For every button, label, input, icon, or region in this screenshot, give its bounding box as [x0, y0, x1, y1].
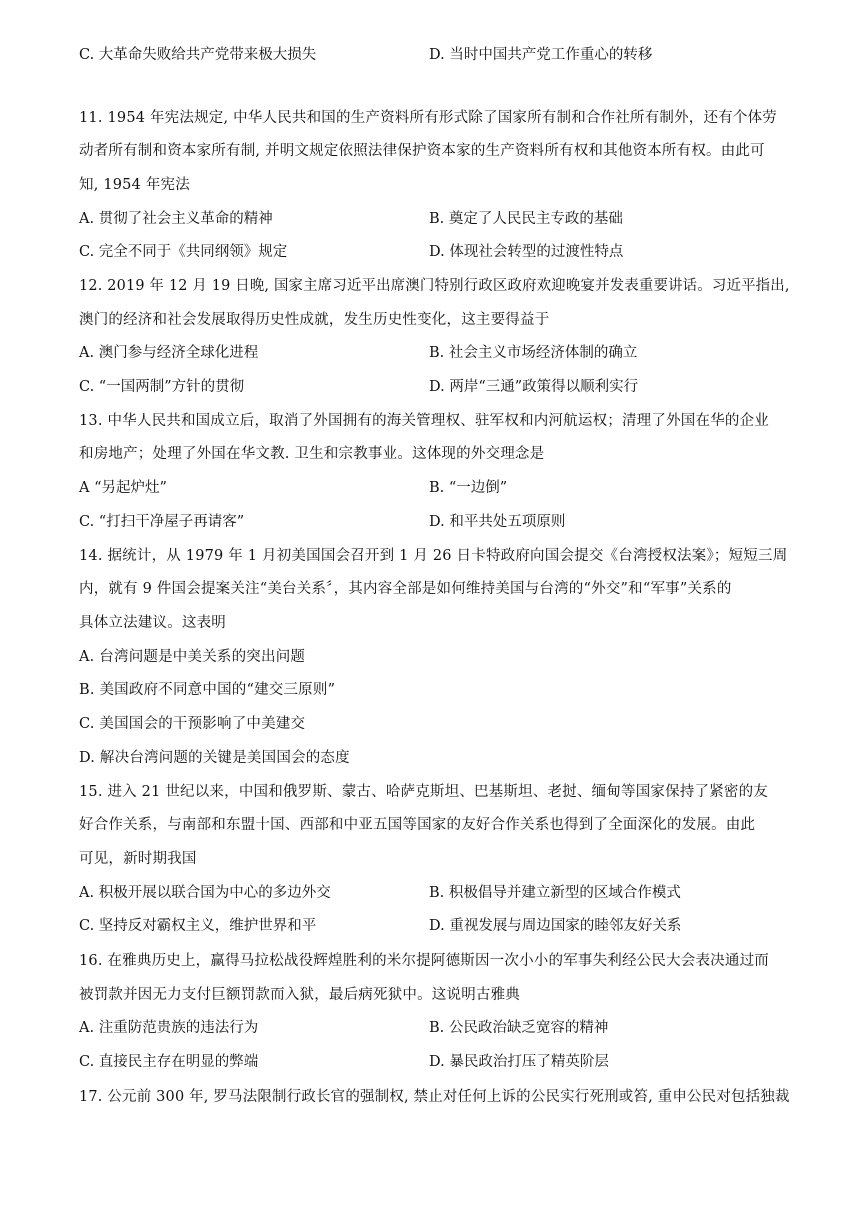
- q11-stem-line-1: 11. 1954 年宪法规定, 中华人民共和国的生产资料所有形式除了国家所有制和合作社所有制外，还有个体劳: [79, 110, 777, 126]
- q15-option-d: D. 重视发展与周边国家的睦邻友好关系: [429, 918, 682, 934]
- q15-option-c: C. 坚持反对霸权主义，维护世界和平: [79, 918, 317, 934]
- q15-option-a: A. 积极开展以联合国为中心的多边外交: [79, 885, 331, 901]
- q12-option-b: B. 社会主义市场经济体制的确立: [429, 345, 638, 361]
- q17-stem-line-1: 17. 公元前 300 年, 罗马法限制行政长官的强制权, 禁止对任何上诉的公民实行死刑或笞, 重申公民对包括独裁: [79, 1089, 790, 1105]
- q11-option-a: A. 贯彻了社会主义革命的精神: [79, 211, 273, 227]
- q10-option-d: D. 当时中国共产党工作重心的转移: [429, 47, 653, 63]
- q15-stem-line-2: 好合作关系，与南部和东盟十国、西部和中亚五国等国家的友好合作关系也得到了全面深化的发展。由此: [79, 817, 756, 833]
- q11-stem-line-3: 知, 1954 年宪法: [79, 177, 190, 193]
- q15-stem-line-1: 15. 进入 21 世纪以来，中国和俄罗斯、蒙古、哈萨克斯坦、巴基斯坦、老挝、缅甸等国家保持了紧密的友: [79, 784, 769, 800]
- q12-stem-line-1: 12. 2019 年 12 月 19 日晚, 国家主席习近平出席澳门特别行政区政府欢迎晚宴并发表重要讲话。习近平指出,: [79, 278, 790, 294]
- q12-option-d: D. 两岸“三通”政策得以顺利实行: [429, 379, 639, 395]
- q13-option-b: B. “一边倒”: [429, 480, 508, 496]
- q16-option-b: B. 公民政治缺乏宽容的精神: [429, 1020, 609, 1036]
- q14-option-d: D. 解决台湾问题的关键是美国国会的态度: [79, 750, 350, 766]
- q12-option-c: C. “一国两制”方针的贯彻: [79, 379, 245, 395]
- q13-option-d: D. 和平共处五项原则: [429, 514, 566, 530]
- q15-option-b: B. 积极倡导并建立新型的区域合作模式: [429, 885, 681, 901]
- q13-stem-line-2: 和房地产；处理了外国在华文教. 卫生和宗教事业。这体现的外交理念是: [79, 446, 545, 462]
- q15-stem-line-3: 可见，新时期我国: [79, 851, 197, 867]
- q14-option-c: C. 美国国会的干预影响了中美建交: [79, 716, 306, 732]
- q12-stem-line-2: 澳门的经济和社会发展取得历史性成就，发生历史性变化，这主要得益于: [79, 312, 550, 328]
- q14-option-b: B. 美国政府不同意中国的“建交三原则”: [79, 682, 336, 698]
- q11-option-c: C. 完全不同于《共同纲领》规定: [79, 244, 288, 260]
- q13-option-a: A “另起炉灶”: [79, 480, 167, 496]
- q14-stem-line-1: 14. 据统计，从 1979 年 1 月初美国国会召开到 1 月 26 日卡特政府向国会提交《台湾授权法案》；短短三周: [79, 548, 788, 564]
- q12-option-a: A. 澳门参与经济全球化进程: [79, 345, 259, 361]
- q14-option-a: A. 台湾问题是中美关系的突出问题: [79, 649, 306, 665]
- q13-stem-line-1: 13. 中华人民共和国成立后，取消了外国拥有的海关管理权、驻军权和内河航运权；清理了外国在华的企业: [79, 413, 769, 429]
- q11-stem-line-2: 动者所有制和资本家所有制, 并明文规定依照法律保护资本家的生产资料所有权和其他资本所有权。由此可: [79, 143, 765, 159]
- q16-stem-line-1: 16. 在雅典历史上，赢得马拉松战役辉煌胜利的米尔提阿德斯因一次小小的军事失利经公民大会表决通过而: [79, 953, 769, 969]
- q10-option-c: C. 大革命失败给共产党带来极大损失: [79, 47, 317, 63]
- q16-option-c: C. 直接民主存在明显的弊端: [79, 1054, 259, 1070]
- q14-stem-line-3: 具体立法建议。这表明: [79, 615, 226, 631]
- q16-stem-line-2: 被罚款并因无力支付巨额罚款而入狱，最后病死狱中。这说明古雅典: [79, 987, 520, 1003]
- q16-option-d: D. 暴民政治打压了精英阶层: [429, 1054, 609, 1070]
- q16-option-a: A. 注重防范贵族的违法行为: [79, 1020, 259, 1036]
- q13-option-c: C. “打扫干净屋子再请客”: [79, 514, 245, 530]
- q11-option-d: D. 体现社会转型的过渡性特点: [429, 244, 624, 260]
- q11-option-b: B. 奠定了人民民主专政的基础: [429, 211, 623, 227]
- q14-stem-line-2: 内，就有 9 件国会提案关注“美台关系〞，其内容全部是如何维持美国与台湾的“外交”和“军事”关系的: [79, 581, 732, 597]
